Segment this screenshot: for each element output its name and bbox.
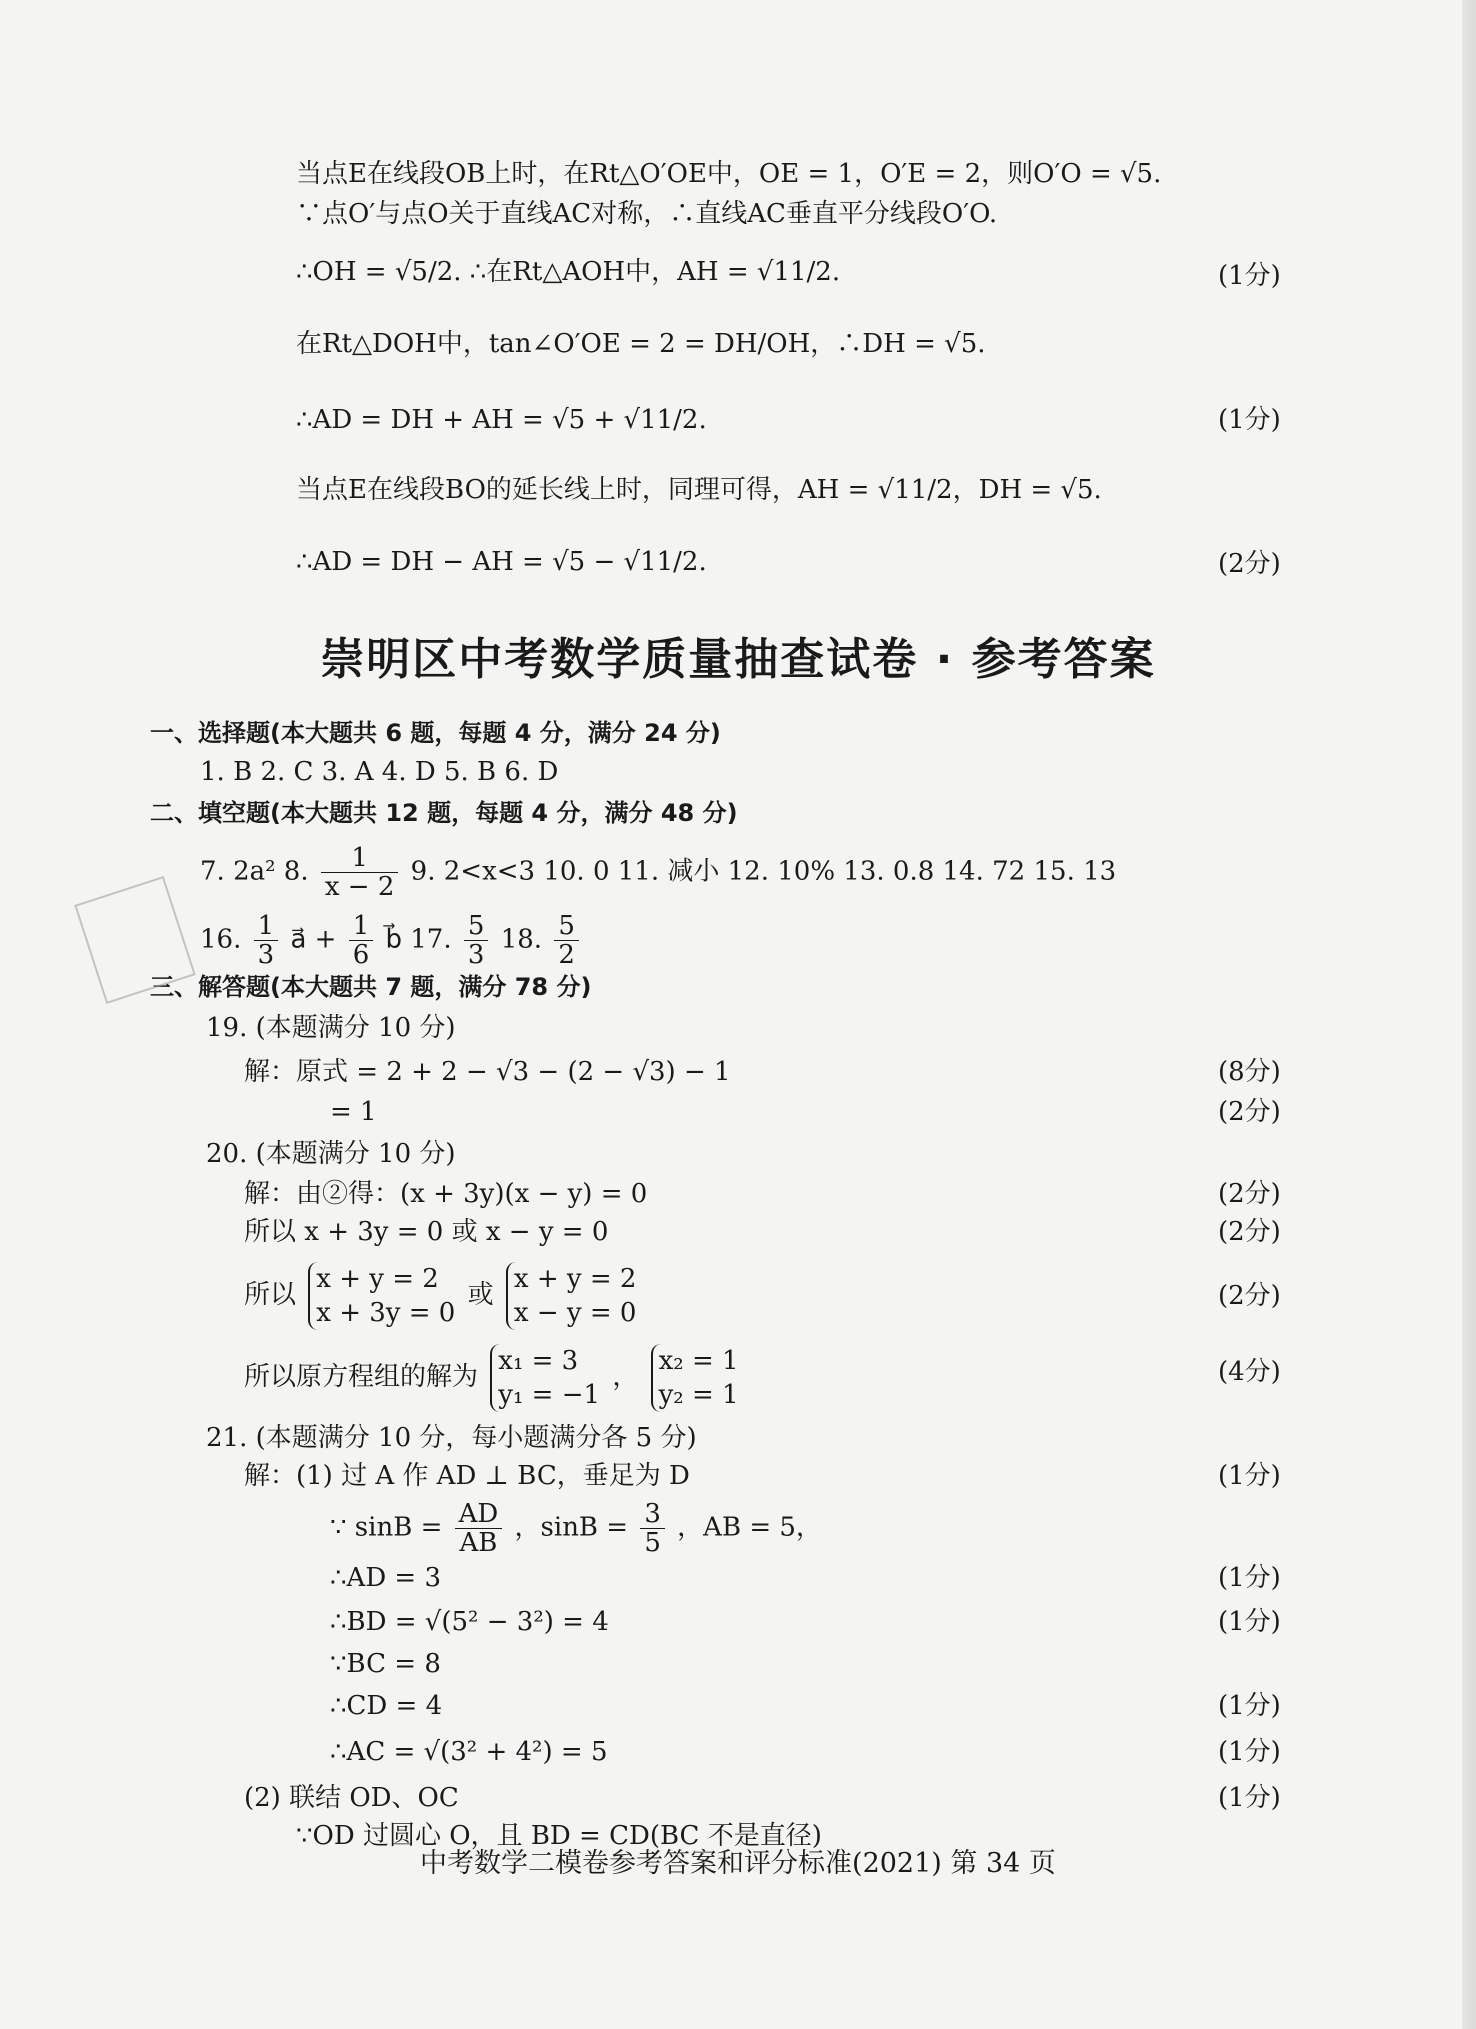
numerator: 5	[554, 912, 579, 941]
fraction	[321, 844, 399, 901]
answer-text: 7. 2a² 8.	[200, 856, 309, 887]
score-label: (2分)	[1218, 1179, 1281, 1209]
answer-text: ∵ sinB =	[330, 1512, 443, 1543]
fraction	[349, 912, 374, 969]
answer-line: 解：由②得：(x + 3y)(x − y) = 0	[244, 1179, 648, 1209]
numerator: AD	[455, 1500, 503, 1529]
answer-text: 9. 2<x<3 10. 0 11. 减小 12. 10% 13. 0.8 14. 72 15. 13	[410, 856, 1117, 887]
section-heading: 二、填空题(本大题共 12 题，每题 4 分，满分 48 分)	[150, 799, 738, 827]
answer-line: 在Rt△DOH中，tan∠O′OE = 2 = DH/OH，∴DH = √5.	[296, 329, 986, 359]
equation-system	[308, 1262, 455, 1330]
answer-line: ∴OH = √5/2. ∴在Rt△AOH中，AH = √11/2.	[296, 257, 841, 287]
answer-line: 当点E在线段OB上时，在Rt△O′OE中，OE = 1，O′E = 2，则O′O = √5.	[296, 159, 1162, 189]
answer-text: 或	[467, 1280, 494, 1310]
score-label: (1分)	[1218, 405, 1281, 435]
score-label: (1分)	[1218, 1783, 1281, 1813]
equation-system-row	[244, 1344, 743, 1412]
answer-line: ∴BD = √(5² − 3²) = 4	[330, 1607, 609, 1637]
numerator: 1	[254, 912, 279, 941]
score-label: (1分)	[1218, 1607, 1281, 1637]
answer-line: ∵点O′与点O关于直线AC对称，∴直线AC垂直平分线段O′O.	[296, 199, 998, 229]
answer-text: ，	[612, 1362, 639, 1392]
fill-answers-row-2	[200, 912, 583, 969]
question-heading: 20. (本题满分 10 分)	[206, 1139, 456, 1169]
score-label: (4分)	[1218, 1357, 1281, 1387]
answer-line: ∴AC = √(3² + 4²) = 5	[330, 1737, 608, 1767]
denominator: 2	[558, 940, 575, 970]
numerator: 3	[640, 1500, 665, 1529]
denominator: 3	[257, 940, 275, 970]
section-heading: 一、选择题(本大题共 6 题，每题 4 分，满分 24 分)	[150, 719, 721, 747]
equation: x + 3y = 0	[316, 1298, 456, 1328]
answer-text: ，sinB =	[514, 1512, 629, 1543]
numerator: 1	[321, 844, 399, 873]
answer-line: ∵OD 过圆心 O，且 BD = CD(BC 不是直径)	[296, 1821, 822, 1851]
answer-text: b⃗ 17.	[385, 924, 452, 955]
fraction	[254, 912, 279, 969]
equation-system	[506, 1262, 637, 1330]
answer-text: 所以原方程组的解为	[244, 1362, 479, 1392]
fraction	[554, 912, 579, 969]
answer-text: ，AB = 5，	[677, 1512, 822, 1543]
equation: x + y = 2	[316, 1264, 439, 1294]
sine-relation-line	[330, 1500, 822, 1557]
answer-line: ∴CD = 4	[330, 1691, 443, 1721]
equation-system-row	[244, 1262, 640, 1330]
answer-text: a⃗ +	[290, 924, 337, 955]
equation: y₁ = −1	[498, 1380, 601, 1410]
page-edge	[1462, 0, 1476, 2029]
equation: x₁ = 3	[498, 1346, 579, 1376]
answer-text: 16.	[200, 924, 242, 955]
answer-line: 当点E在线段BO的延长线上时，同理可得，AH = √11/2，DH = √5.	[296, 475, 1102, 505]
fraction	[455, 1500, 503, 1557]
denominator: 6	[352, 940, 370, 970]
question-heading: 21. (本题满分 10 分，每小题满分各 5 分)	[206, 1423, 697, 1453]
answer-line: ∴AD = 3	[330, 1563, 442, 1593]
fraction	[640, 1500, 665, 1557]
score-label: (2分)	[1218, 1281, 1281, 1311]
answer-line: 1. B 2. C 3. A 4. D 5. B 6. D	[200, 757, 559, 787]
equation-system	[651, 1344, 739, 1412]
equation: x + y = 2	[513, 1264, 637, 1294]
denominator: AB	[459, 1528, 498, 1558]
equation: y₂ = 1	[658, 1380, 739, 1410]
answer-line: 解：(1) 过 A 作 AD ⊥ BC，垂足为 D	[244, 1461, 690, 1491]
numerator: 5	[464, 912, 489, 941]
answer-line: 所以 x + 3y = 0 或 x − y = 0	[244, 1217, 609, 1247]
answer-text: 18.	[500, 924, 543, 955]
numerator: 1	[349, 912, 374, 941]
score-label: (8分)	[1218, 1057, 1281, 1087]
score-label: (1分)	[1218, 1691, 1281, 1721]
page-title: 崇明区中考数学质量抽查试卷 · 参考答案	[320, 634, 1156, 685]
score-label: (2分)	[1218, 549, 1281, 579]
denominator: x − 2	[324, 872, 395, 902]
denominator: 3	[467, 940, 485, 970]
score-label: (2分)	[1218, 1217, 1281, 1247]
fill-answers-row-1	[200, 844, 1116, 901]
score-label: (1分)	[1218, 1563, 1281, 1593]
equation: x₂ = 1	[658, 1346, 739, 1376]
answer-line: 解：原式 = 2 + 2 − √3 − (2 − √3) − 1	[244, 1057, 731, 1087]
answer-line: ∵BC = 8	[330, 1649, 441, 1679]
score-label: (2分)	[1218, 1097, 1281, 1127]
section-heading: 三、解答题(本大题共 7 题，满分 78 分)	[150, 973, 592, 1001]
question-heading: 19. (本题满分 10 分)	[206, 1013, 456, 1043]
fraction	[464, 912, 489, 969]
answer-text: 所以	[244, 1280, 297, 1310]
denominator: 5	[644, 1528, 661, 1558]
answer-line: = 1	[330, 1097, 377, 1127]
answer-line: ∴AD = DH − AH = √5 − √11/2.	[296, 547, 707, 577]
score-label: (1分)	[1218, 1461, 1281, 1491]
equation: x − y = 0	[513, 1298, 637, 1328]
answer-line: (2) 联结 OD、OC	[244, 1783, 459, 1813]
score-label: (1分)	[1218, 1737, 1281, 1767]
score-label: (1分)	[1218, 261, 1281, 291]
equation-system	[490, 1344, 600, 1412]
page-footer: 中考数学二模卷参考答案和评分标准(2021) 第 34 页	[420, 1848, 1056, 1879]
answer-line: ∴AD = DH + AH = √5 + √11/2.	[296, 405, 707, 435]
